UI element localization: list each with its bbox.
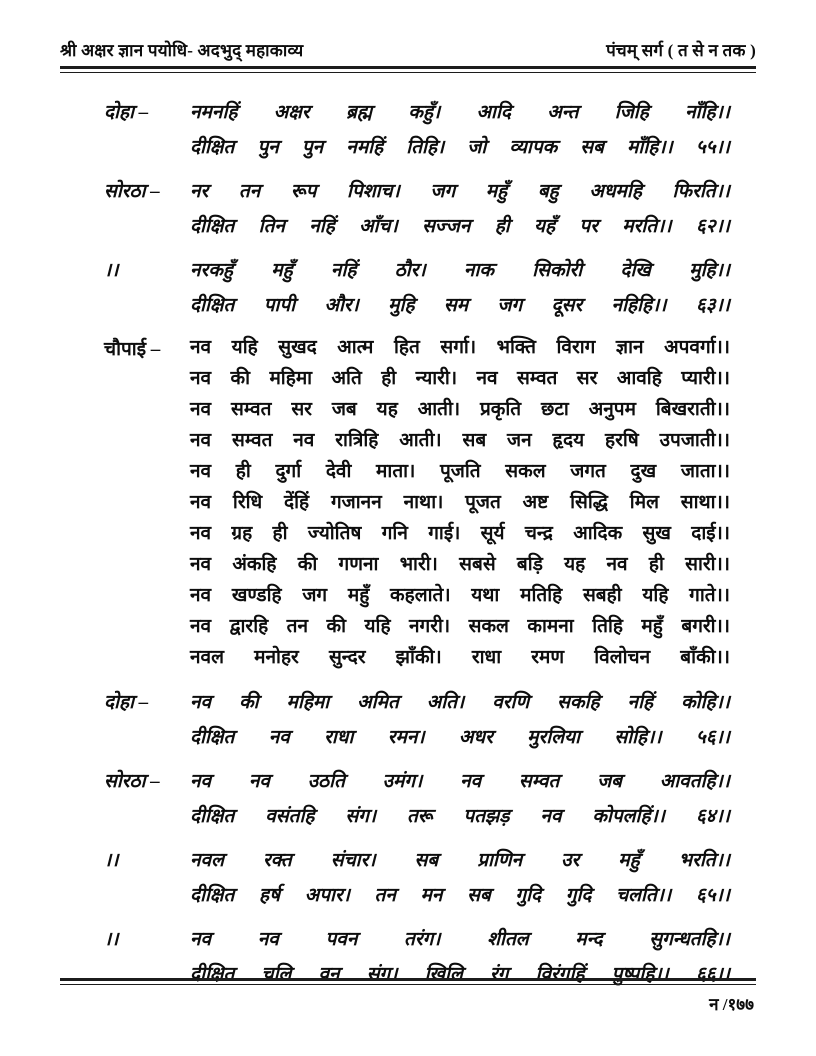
verse-line: नरकहुँ महुँ नहिं ठौर। नाक सिकोरी देखि मुहि।। [190, 260, 730, 281]
verse-lines [190, 332, 730, 673]
verse-lines [190, 95, 730, 165]
verse-label: ।। [104, 260, 119, 281]
verse-line: नव सम्वत नव रात्रिहि आती। सब जन हृदय हरषि उपजाती।। [190, 430, 730, 451]
verse-block [104, 253, 730, 323]
verse-line: दीक्षित वसंतहि संग। तरू पतझड़ नव कोपलहिं।। ६४।। [190, 806, 730, 827]
header-left-title: श्री अक्षर ज्ञान पयोधि- अदभुद् महाकाव्य [60, 41, 304, 60]
verse-lines [190, 685, 730, 755]
verse-line: नव नव उठति उमंग। नव सम्वत जब आवतहि।। [190, 771, 730, 792]
header-rule [60, 66, 756, 73]
verse-line: नमनहिं अक्षर ब्रह्म कहुँ। आदि अन्त जिहि नाँहि।। [190, 102, 730, 123]
verse-block [104, 685, 730, 755]
verse-line: नवल मनोहर सुन्दर झाँकी। राधा रमण विलोचन बाँकी।। [190, 647, 730, 668]
footer-rule [60, 978, 756, 985]
verse-line: दीक्षित पापी और। मुहि सम जग दूसर नहिहि।। ६३।। [190, 295, 730, 316]
verse-line: दीक्षित चलि वन संग। खिलि रंग विरंगहिं पुष्पहि।। ६६।। [190, 964, 730, 985]
verse-label: दोहा – [104, 692, 149, 713]
verse-line: नव की महिमा अमित अति। वरणि सकहि नहिं कोहि।। [190, 692, 730, 713]
verse-label: ।। [104, 929, 119, 950]
page-number: न /१७७ [709, 995, 754, 1014]
verse-label: चौपाई – [104, 339, 161, 360]
verse-line: नव सम्वत सर जब यह आती। प्रकृति छटा अनुपम बिखराती।। [190, 399, 730, 420]
verse-label: सोरठा – [104, 181, 160, 202]
verse-line: नव द्वारहि तन की यहि नगरी। सकल कामना तिहि महुँ बगरी।। [190, 616, 730, 637]
verse-lines [190, 253, 730, 323]
verse-label: ।। [104, 850, 119, 871]
verse-list [0, 73, 816, 992]
verse-line: दीक्षित पुन पुन नमहिं तिहि। जो व्यापक सब माँहि।। ५५।। [190, 137, 730, 158]
verse-block [104, 764, 730, 834]
verse-block [104, 843, 730, 913]
verse-line: नवल रक्त संचार। सब प्राणिन उर महुँ भरति।। [190, 850, 730, 871]
verse-block [104, 174, 730, 244]
verse-line: दीक्षित हर्ष अपार। तन मन सब गुदि गुदि चलति।। ६५।। [190, 885, 730, 906]
verse-block [104, 95, 730, 165]
verse-block [104, 332, 730, 673]
verse-lines [190, 174, 730, 244]
header-right-title: पंचम् सर्ग ( त से न तक ) [606, 41, 756, 60]
verse-line: नव रिधि देंहिं गजानन नाथा। पूजत अष्ट सिद्धि मिल साथा।। [190, 492, 730, 513]
verse-line: दीक्षित तिन नहिं आँच। सज्जन ही यहँ पर मरति।। ६२।। [190, 216, 730, 237]
verse-label: सोरठा – [104, 771, 160, 792]
verse-lines [190, 843, 730, 913]
verse-line: नव खण्डहि जग महुँ कहलाते। यथा मतिहि सबही यहि गाते।। [190, 585, 730, 606]
verse-line: नव ग्रह ही ज्योतिष गनि गाई। सूर्य चन्द्र आदिक सुख दाई।। [190, 523, 730, 544]
verse-line: नव यहि सुखद आत्म हित सर्गा। भक्ति विराग ज्ञान अपवर्गा।। [190, 337, 730, 358]
verse-line: नव ही दुर्गा देवी माता। पूजति सकल जगत दुख जाता।। [190, 461, 730, 482]
verse-line: नव की महिमा अति ही न्यारी। नव सम्वत सर आवहि प्यारी।। [190, 368, 730, 389]
verse-line: नव अंकहि की गणना भारी। सबसे बड़ि यह नव ही सारी।। [190, 554, 730, 575]
verse-line: नव नव पवन तरंग। शीतल मन्द सुगन्धतहि।। [190, 929, 730, 950]
verse-line: दीक्षित नव राधा रमन। अधर मुरलिया सोहि।। ५६।। [190, 727, 730, 748]
verse-line: नर तन रूप पिशाच। जग महुँ बहु अधमहि फिरति।। [190, 181, 730, 202]
page-header [0, 0, 816, 61]
verse-lines [190, 764, 730, 834]
verse-label: दोहा – [104, 102, 149, 123]
